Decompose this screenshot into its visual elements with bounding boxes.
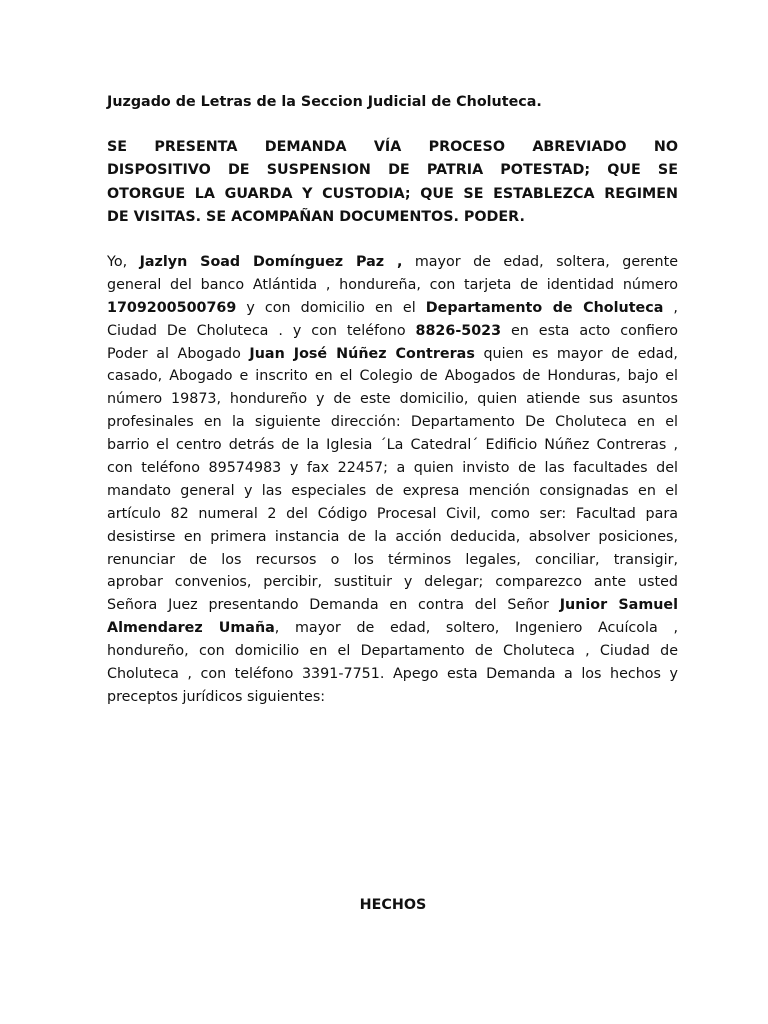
body-text-run: profesinales en la siguiente dirección: Departamento De Choluteca en el <box>107 414 678 431</box>
body-text-run: general del banco Atlántida , hondureña, con tarjeta de identidad número <box>107 276 678 293</box>
document-heading <box>107 136 678 229</box>
body-line <box>107 320 678 343</box>
court-line: Juzgado de Letras de la Seccion Judicial de Choluteca. <box>107 94 542 110</box>
bold-text: 8826-5023 <box>415 322 502 339</box>
body-text-run: casado, Abogado e inscrito en el Colegio de Abogados de Honduras, bajo el <box>107 368 678 385</box>
body-text-run: aprobar convenios, percibir, sustituir y delegar; comparezco ante usted <box>107 574 678 591</box>
body-line <box>107 388 678 411</box>
body-text-run: artículo 82 numeral 2 del Código Procesal Civil, como ser: Facultad para <box>107 505 678 522</box>
body-text-run: hondureño, con domicilio en el Departamento de Choluteca , Ciudad de <box>107 643 678 660</box>
body-text-run: desistirse en primera instancia de la acción deducida, absolver posiciones, <box>107 528 678 545</box>
body-text-run: con teléfono 89574983 y fax 22457; a quien invisto de las facultades del <box>107 460 678 477</box>
body-text-run: Choluteca , con teléfono 3391-7751. Apego esta Demanda a los hechos y <box>107 666 678 683</box>
body-text-run: en esta acto confiero <box>501 322 679 339</box>
body-line <box>107 686 678 709</box>
body-text-run: Ciudad De Choluteca . y con teléfono <box>107 322 416 339</box>
body-paragraph <box>107 251 678 709</box>
body-line <box>107 297 678 320</box>
body-text-run: y con domicilio en el <box>236 299 426 316</box>
heading-line: SE PRESENTA DEMANDA VÍA PROCESO ABREVIADO NO <box>107 139 678 155</box>
bold-text: Juan José Núñez Contreras <box>249 345 475 362</box>
body-line <box>107 663 678 686</box>
bold-text: Departamento de Choluteca <box>425 299 664 316</box>
body-line <box>107 365 678 388</box>
body-line <box>107 411 678 434</box>
body-text-run: Yo, <box>107 254 140 270</box>
body-text-run: Poder al Abogado <box>107 345 250 362</box>
body-text-run: mayor de edad, soltera, gerente <box>402 254 678 270</box>
body-text-run: renunciar de los recursos o los términos legales, conciliar, transigir, <box>107 551 678 568</box>
body-text-run: barrio el centro detrás de la Iglesia ´La Catedral´ Edificio Núñez Contreras , <box>107 437 678 454</box>
body-line <box>107 457 678 480</box>
body-text-run: preceptos jurídicos siguientes: <box>107 688 326 705</box>
body-text-run: número 19873, hondureño y de este domicilio, quien atiende sus asuntos <box>107 391 678 408</box>
body-line <box>107 617 678 640</box>
bold-text: Almendarez Umaña <box>107 620 275 637</box>
bold-text: 1709200500769 <box>107 299 237 316</box>
body-line <box>107 434 678 457</box>
body-line <box>107 343 678 366</box>
body-line <box>107 503 678 526</box>
body-line <box>107 251 678 274</box>
body-line <box>107 274 678 297</box>
body-text-run: quien es mayor de edad, <box>474 345 678 362</box>
body-line <box>107 549 678 572</box>
body-line <box>107 571 678 594</box>
body-text-run: , <box>663 299 678 316</box>
body-text-run: , mayor de edad, soltero, Ingeniero Acuícola , <box>274 620 678 637</box>
heading-line: OTORGUE LA GUARDA Y CUSTODIA; QUE SE ESTABLEZCA REGIMEN <box>107 185 678 202</box>
body-line <box>107 480 678 503</box>
heading-line: DISPOSITIVO DE SUSPENSION DE PATRIA POTESTAD; QUE SE <box>107 162 678 179</box>
body-line <box>107 594 678 617</box>
bold-text: Jazlyn Soad Domínguez Paz , <box>139 254 403 270</box>
body-line <box>107 526 678 549</box>
body-line <box>107 640 678 663</box>
section-title-hechos: HECHOS <box>359 897 427 913</box>
body-text-run: mandato general y las especiales de expresa mención consignadas en el <box>107 482 678 499</box>
heading-line: DE VISITAS. SE ACOMPAÑAN DOCUMENTOS. PODER. <box>107 208 525 225</box>
body-text-run: Señora Juez presentando Demanda en contra del Señor <box>107 597 560 614</box>
bold-text: Junior Samuel <box>559 597 679 614</box>
